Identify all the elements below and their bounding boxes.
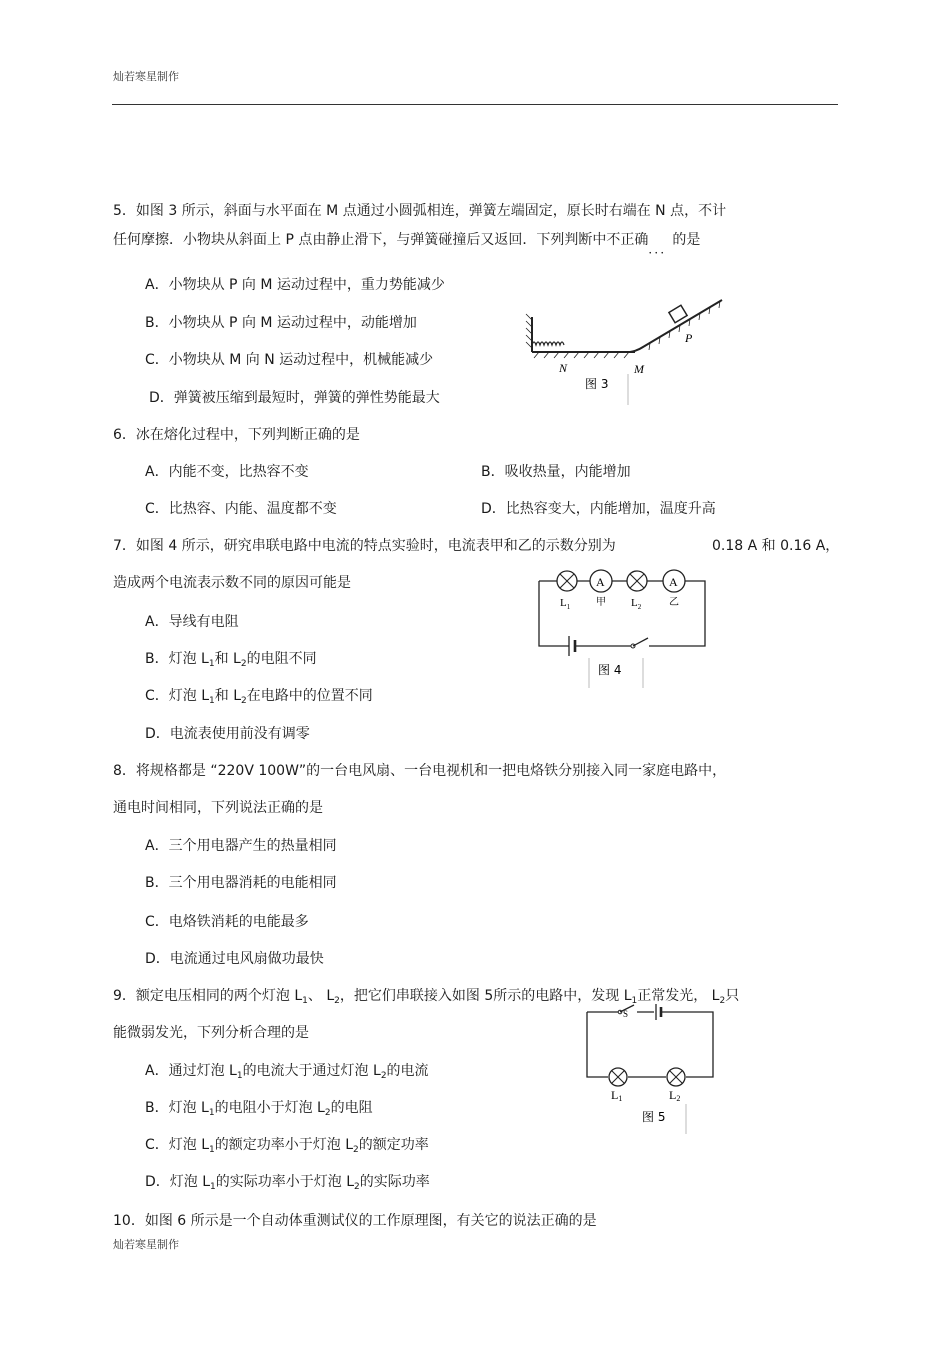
q8-option-a: A．三个用电器产生的热量相同 (145, 838, 337, 854)
figure-5-caption: 图 5 (642, 1110, 666, 1124)
q7-stem-values: 0.18 A 和 0.16 A， (712, 538, 840, 554)
svg-text:L1: L1 (611, 1088, 623, 1103)
q10-stem: 10．如图 6 所示是一个自动体重测试仪的工作原理图，有关它的说法正确的是 (113, 1213, 597, 1229)
q7-option-c: C．灯泡 $L_1$和 $L_2$在电路中的位置不同 (145, 688, 373, 706)
svg-text:A: A (669, 575, 678, 589)
q5-option-d: D．弹簧被压缩到最短时，弹簧的弹性势能最大 (149, 390, 440, 406)
svg-text:甲: 甲 (596, 597, 606, 608)
svg-text:L1: $L_1$ (560, 597, 571, 611)
q5-stem-line1: 5．如图 3 所示，斜面与水平面在 M 点通过小圆弧相连，弹簧左端固定，原长时右端在 N 点，不计 (113, 203, 727, 219)
svg-text:L2: L2 (669, 1088, 681, 1103)
svg-text:L2: $L_2$ (631, 597, 642, 611)
label-n: N (559, 361, 568, 375)
q6-option-b: B．吸收热量，内能增加 (481, 464, 631, 480)
q8-option-d: D．电流通过电风扇做功最快 (145, 951, 324, 967)
figure-3-caption: 图 3 (585, 377, 609, 391)
header-rule (112, 104, 838, 105)
q5-option-c: C．小物块从 M 向 N 运动过程中，机械能减少 (145, 352, 434, 368)
q7-option-a: A．导线有电阻 (145, 614, 239, 630)
svg-text:S: S (623, 1009, 629, 1019)
label-p: P (685, 331, 693, 345)
page-header: 灿若寒星制作 (113, 70, 179, 83)
q5-option-a: A．小物块从 P 向 M 运动过程中，重力势能减少 (145, 277, 445, 293)
label-m: M (634, 362, 644, 376)
page-footer: 灿若寒星制作 (113, 1238, 179, 1251)
q8-option-c: C．电烙铁消耗的电能最多 (145, 914, 309, 930)
q9-option-a: A．通过灯泡 $L_1$的电流大于通过灯泡 $L_2$的电流 (145, 1063, 429, 1081)
q9-stem-line2: 能微弱发光，下列分析合理的是 (113, 1025, 309, 1041)
q7-option-b: B．灯泡 $L_1$和 $L_2$的电阻不同 (145, 651, 317, 669)
q7-stem-line2: 造成两个电流表示数不同的原因可能是 (113, 575, 351, 591)
q5-option-b: B．小物块从 P 向 M 运动过程中，动能增加 (145, 315, 417, 331)
q9-option-d: D．灯泡 $L_1$的实际功率小于灯泡 $L_2$的实际功率 (145, 1174, 430, 1192)
figure-3-incline-spring (525, 292, 730, 407)
q5-stem-line2: 任何摩擦．小物块从斜面上 P 点由静止滑下，与弹簧碰撞后又返回．下列判断中不正确．．．的是 (113, 232, 701, 256)
q9-option-c: C．灯泡 $L_1$的额定功率小于灯泡 $L_2$的额定功率 (145, 1137, 429, 1155)
figure-5-series-circuit (582, 1000, 717, 1135)
figure-4-series-circuit (535, 563, 710, 690)
q5-emphasis-dots: ．．． (648, 242, 673, 256)
svg-text:乙: 乙 (669, 597, 679, 608)
q6-option-d: D．比热容变大，内能增加，温度升高 (481, 501, 716, 517)
svg-text:A: A (596, 575, 605, 589)
q8-option-b: B．三个用电器消耗的电能相同 (145, 875, 337, 891)
q6-stem: 6．冰在熔化过程中，下列判断正确的是 (113, 427, 360, 443)
q8-stem-line2: 通电时间相同，下列说法正确的是 (113, 800, 323, 816)
q7-stem-line1: 7．如图 4 所示，研究串联电路中电流的特点实验时，电流表甲和乙的示数分别为 (113, 538, 616, 554)
q7-option-d: D．电流表使用前没有调零 (145, 726, 310, 742)
q9-option-b: B．灯泡 $L_1$的电阻小于灯泡 $L_2$的电阻 (145, 1100, 373, 1118)
q9-stem-line1: 9．额定电压相同的两个灯泡 $L_1$、 $L_2$，把它们串联接入如图 5所示的电路中，发现 $L_1$正常发光， $L_2$只 (113, 988, 740, 1006)
q8-stem-line1: 8．将规格都是 “220V 100W”的一台电风扇、一台电视机和一把电烙铁分别接入同一家庭电路中， (113, 763, 727, 779)
q6-option-c: C．比热容、内能、温度都不变 (145, 501, 337, 517)
q6-option-a: A．内能不变，比热容不变 (145, 464, 309, 480)
figure-4-caption: 图 4 (598, 663, 622, 677)
